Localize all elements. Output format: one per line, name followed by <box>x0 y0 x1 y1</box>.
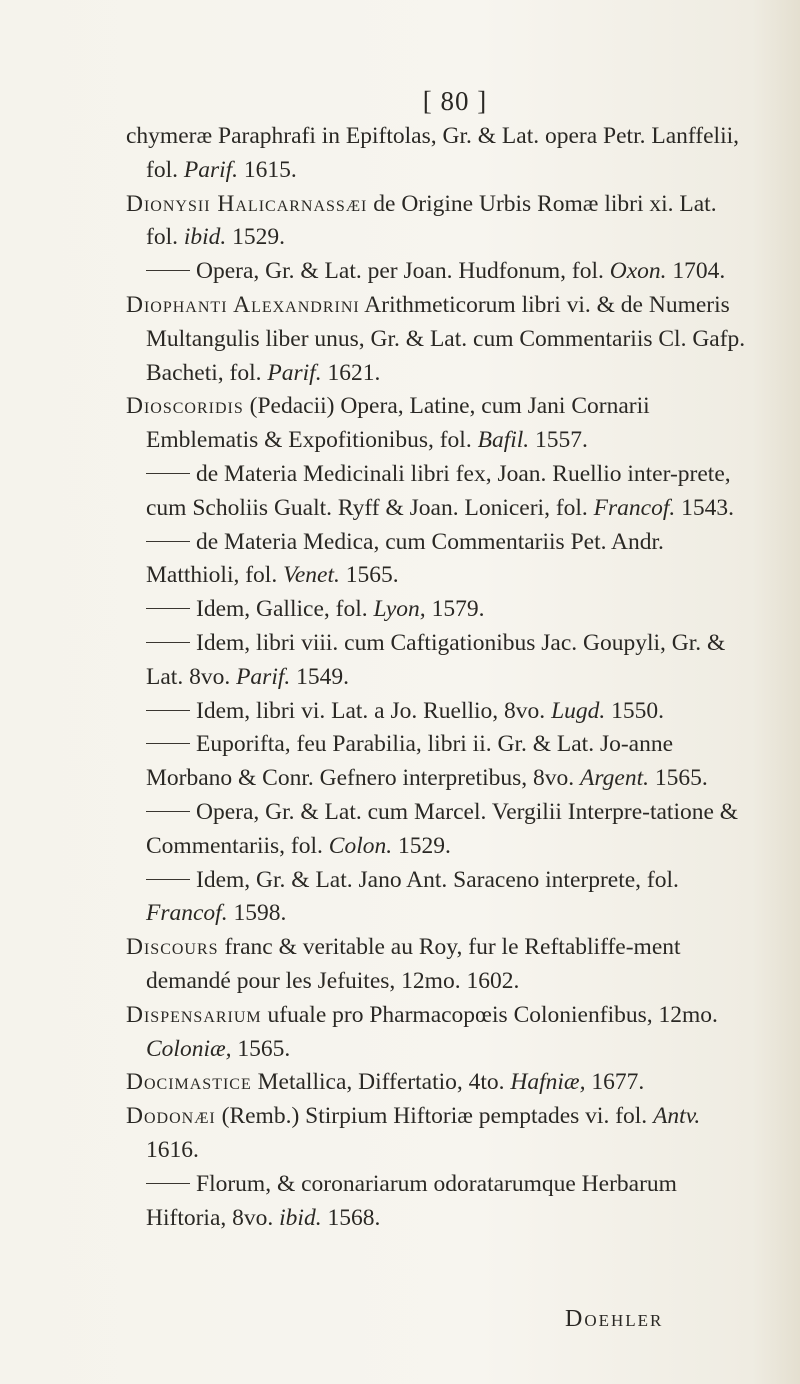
catalogue-entry <box>126 1066 746 1100</box>
author-name: Dionysii Halicarnassæi <box>126 190 368 217</box>
entry-text: de Materia Medicinali libri fex, Joan. Ruellio inter-prete, cum Scholiis Gualt. Ryff & Joan. Loniceri, fol. <box>146 460 731 521</box>
catalogue-entry <box>126 999 746 1067</box>
imprint-year: 1616. <box>146 1136 199 1163</box>
imprint-place: Francof. <box>146 900 228 927</box>
ditto-dash <box>146 642 190 643</box>
imprint-year: 1621. <box>321 359 381 386</box>
imprint-year: 1677. <box>585 1069 645 1096</box>
imprint-place: Parif. <box>183 156 239 183</box>
ditto-dash <box>146 270 190 271</box>
ditto-dash <box>146 608 190 609</box>
imprint-year: 1557. <box>529 427 588 454</box>
page-number: [ 80 ] <box>422 86 488 116</box>
catalogue-entry <box>126 796 746 864</box>
imprint-place: Colon. <box>328 832 393 859</box>
imprint-place: Parif. <box>236 663 291 690</box>
author-name: Dioscoridis <box>126 393 244 420</box>
imprint-year: 1529. <box>226 224 286 251</box>
ditto-dash <box>146 743 190 744</box>
imprint-place: Parif. <box>267 359 322 386</box>
catalogue-entry <box>126 289 746 390</box>
catalogue-entry <box>126 526 746 594</box>
imprint-year: 1529. <box>392 832 451 859</box>
imprint-place: ibid. <box>183 224 227 251</box>
imprint-place: Hafniæ, <box>510 1069 586 1096</box>
imprint-place: Oxon. <box>609 258 667 285</box>
catalogue-entries <box>126 120 746 1235</box>
imprint-place: Francof. <box>593 494 676 521</box>
catalogue-entry <box>126 1100 746 1168</box>
entry-text: Opera, Gr. & Lat. cum Marcel. Vergilii Interpre-tatione & Commentariis, fol. <box>146 798 739 859</box>
imprint-place: Argent. <box>580 765 649 792</box>
entry-text: Euporifta, feu Parabilia, libri ii. Gr. & Lat. Jo-anne Morbano & Conr. Gefnero interpretibus, 8vo. <box>146 731 674 792</box>
imprint-year: 1579. <box>425 596 485 623</box>
entry-text: Opera, Gr. & Lat. per Joan. Hudfonum, fol. <box>196 258 610 285</box>
entry-text: franc & veritable au Roy, fur le Reftabliffe-ment demandé pour les Jefuites, 12mo. 1602. <box>146 934 681 994</box>
author-name: Dispensarium <box>126 1001 262 1028</box>
imprint-year: 1598. <box>227 900 287 927</box>
imprint-place: Lugd. <box>551 697 606 724</box>
author-name: Diophanti Alexandrini <box>126 291 360 318</box>
imprint-place: Coloniæ, <box>146 1035 232 1062</box>
ditto-dash <box>146 879 190 880</box>
catalogue-entry <box>126 627 746 695</box>
catalogue-entry <box>126 255 746 289</box>
entry-text: Metallica, Differtatio, 4to. <box>251 1069 511 1096</box>
imprint-year: 1565. <box>339 562 399 589</box>
imprint-year: 1565. <box>231 1035 291 1062</box>
entry-text: Florum, & coronariarum odoratarumque Herbarum Hiftoria, 8vo. <box>146 1170 677 1231</box>
imprint-year: 1704. <box>666 258 726 285</box>
entry-text: (Pedacii) Opera, Latine, cum Jani Cornarii Emblematis & Expofitionibus, fol. <box>146 393 650 454</box>
ditto-dash <box>146 473 190 474</box>
imprint-year: 1568. <box>321 1204 381 1231</box>
catalogue-entry <box>126 931 746 999</box>
entry-text: ufuale pro Pharmacopœis Colonienfibus, 12mo. <box>261 1001 718 1028</box>
entry-text: (Remb.) Stirpium Hiftoriæ pemptades vi. fol. <box>215 1103 654 1130</box>
entry-text: Idem, Gallice, fol. <box>196 596 374 623</box>
entry-text: chymeræ Paraphrafi in Epiftolas, Gr. & Lat. opera Petr. Lanffelii, fol. <box>126 123 739 183</box>
entry-text: Idem, libri vi. Lat. a Jo. Ruellio, 8vo. <box>196 697 552 724</box>
ditto-dash <box>146 710 190 711</box>
catalogue-entry <box>126 1168 746 1236</box>
imprint-year: 1565. <box>648 765 708 792</box>
imprint-year: 1615. <box>238 156 297 183</box>
imprint-year: 1549. <box>290 663 350 690</box>
catalogue-entry <box>126 120 746 188</box>
imprint-place: ibid. <box>279 1204 322 1231</box>
imprint-year: 1543. <box>675 494 735 521</box>
catalogue-entry <box>126 864 746 932</box>
author-name: Dodonæi <box>126 1103 216 1130</box>
entry-text: de Materia Medica, cum Commentariis Pet. Andr. Matthioli, fol. <box>146 528 664 589</box>
catalogue-entry <box>126 390 746 458</box>
entry-text: Arithmeticorum libri vi. & de Numeris Multangulis liber unus, Gr. & Lat. cum Commentariis Cl. Gafp. Bacheti, fol. <box>146 291 746 386</box>
ditto-dash <box>146 1183 190 1184</box>
ditto-dash <box>146 811 190 812</box>
catalogue-entry <box>126 695 746 729</box>
catalogue-entry <box>126 188 746 256</box>
imprint-place: Antv. <box>653 1103 701 1130</box>
imprint-place: Venet. <box>283 562 340 589</box>
imprint-year: 1550. <box>605 697 665 724</box>
catalogue-entry <box>126 458 746 526</box>
imprint-place: Lyon, <box>373 596 426 623</box>
catalogue-entry <box>126 593 746 627</box>
catchword: Doehler <box>565 1306 664 1332</box>
catalogue-entry <box>126 728 746 796</box>
entry-text: de Origine Urbis Romæ libri xi. Lat. fol. <box>146 190 717 251</box>
imprint-place: Bafil. <box>477 427 530 454</box>
ditto-dash <box>146 541 190 542</box>
author-name: Docimastice <box>126 1069 252 1096</box>
author-name: Discours <box>126 934 219 961</box>
entry-text: Idem, libri viii. cum Caftigationibus Jac. Goupyli, Gr. & Lat. 8vo. <box>146 629 726 690</box>
entry-text: Idem, Gr. & Lat. Jano Ant. Saraceno interprete, fol. <box>196 866 679 893</box>
